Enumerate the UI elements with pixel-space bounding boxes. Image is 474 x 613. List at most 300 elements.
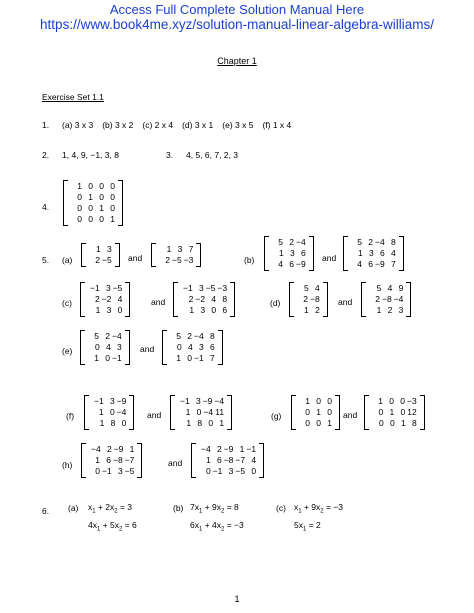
matrix-row bbox=[181, 305, 227, 316]
matrix-entry: 0 bbox=[327, 396, 332, 406]
q5g-augmented-matrix bbox=[364, 395, 425, 430]
matrix-entry: −1 bbox=[90, 283, 100, 293]
q5d-label: (d) bbox=[270, 298, 281, 308]
q5b-coefficient-matrix bbox=[264, 236, 314, 271]
matrix-entry: −1 bbox=[194, 353, 204, 363]
matrix-row bbox=[372, 418, 417, 429]
matrix-entry: 6 bbox=[300, 248, 306, 258]
matrix-row bbox=[159, 255, 193, 266]
matrix-entry: 1 bbox=[219, 418, 225, 428]
matrix-entry: 1 bbox=[376, 305, 382, 315]
matrix-entry: 3 bbox=[177, 244, 183, 254]
matrix-entry: 3 bbox=[289, 248, 295, 258]
matrix-entry: −9 bbox=[296, 259, 306, 269]
matrix-row bbox=[272, 259, 306, 270]
matrix-entry: −3 bbox=[183, 255, 194, 265]
matrix-row bbox=[92, 418, 126, 429]
matrix-entry: 8 bbox=[197, 418, 203, 428]
right-bracket bbox=[125, 330, 130, 365]
matrix-entry: 4 bbox=[390, 248, 396, 258]
matrix-entry: 4 bbox=[211, 294, 217, 304]
matrix-entry: −5 bbox=[124, 466, 135, 476]
matrix-entry: −4 bbox=[194, 331, 204, 341]
matrix-entry: 0 bbox=[117, 305, 123, 315]
matrix-row bbox=[170, 353, 215, 364]
matrix-entry: −4 bbox=[116, 407, 127, 417]
banner-link[interactable]: https://www.book4me.xyz/solution-manual-linear-algebra-williams/ bbox=[40, 17, 434, 32]
matrix-row bbox=[178, 396, 224, 407]
matrix-entry: 1 bbox=[185, 407, 191, 417]
matrix-row bbox=[88, 342, 122, 353]
matrix-entry: 4 bbox=[278, 259, 283, 269]
matrix-entry: 2 bbox=[375, 294, 380, 304]
matrix-row bbox=[351, 248, 396, 259]
matrix-entry: 3 bbox=[105, 283, 111, 293]
matrix-entry: 0 bbox=[378, 407, 384, 417]
matrix-entry: −9 bbox=[116, 396, 127, 406]
matrix-entry: 0 bbox=[77, 214, 82, 224]
q5g-and: and bbox=[343, 410, 358, 420]
matrix-entry: 0 bbox=[208, 418, 214, 428]
matrix-entry: 0 bbox=[316, 418, 321, 428]
right-bracket bbox=[129, 395, 134, 430]
matrix-entry: 2 bbox=[105, 331, 110, 341]
equation-line: $x_1 + 9x_2 = -3$ bbox=[294, 502, 343, 515]
matrix-entry: 3 bbox=[106, 305, 112, 315]
q1-part: (b) 3 x 2 bbox=[102, 120, 134, 130]
matrix-row bbox=[88, 305, 122, 316]
matrix-row bbox=[89, 444, 134, 455]
q5c-coefficient-matrix bbox=[80, 282, 130, 317]
matrix-entry: 3 bbox=[116, 342, 122, 352]
q5f-coefficient-matrix bbox=[84, 395, 134, 430]
right-bracket bbox=[335, 395, 340, 430]
matrix-entry: 2 bbox=[216, 444, 222, 454]
matrix-entry: 1 bbox=[95, 305, 101, 315]
q5d-and: and bbox=[338, 297, 353, 307]
matrix-entry: 4 bbox=[117, 294, 123, 304]
matrix-entry: 1 bbox=[99, 203, 104, 213]
matrix-entry: 6 bbox=[106, 455, 111, 465]
matrix-entry: −8 bbox=[113, 455, 123, 465]
matrix-entry: 2 bbox=[165, 255, 170, 265]
matrix-row bbox=[299, 396, 332, 407]
matrix-entry: 0 bbox=[389, 396, 394, 406]
right-bracket bbox=[323, 282, 328, 317]
matrix-entry: 0 bbox=[77, 203, 82, 213]
matrix-entry: 5 bbox=[376, 283, 382, 293]
matrix-entry: 1 bbox=[110, 214, 115, 224]
matrix-entry: 0 bbox=[95, 466, 100, 476]
matrix-entry: 6 bbox=[222, 305, 228, 315]
matrix-entry: −1 bbox=[183, 283, 193, 293]
matrix-row bbox=[170, 342, 215, 353]
q5d-augmented-matrix bbox=[361, 282, 411, 317]
matrix-entry: −4 bbox=[91, 444, 101, 454]
matrix-entry: 2 bbox=[94, 294, 100, 304]
matrix-entry: 2 bbox=[314, 305, 320, 315]
q5b-and: and bbox=[322, 253, 337, 263]
matrix-entry: −5 bbox=[205, 283, 216, 293]
matrix-entry: −7 bbox=[235, 455, 246, 465]
matrix-entry: −1 bbox=[94, 396, 104, 406]
matrix-row bbox=[372, 396, 417, 407]
q6-number: 6. bbox=[42, 506, 50, 516]
matrix-entry: −2 bbox=[101, 294, 112, 304]
matrix-entry: 6 bbox=[368, 259, 373, 269]
matrix-entry: 0 bbox=[400, 396, 405, 406]
matrix-entry: 0 bbox=[99, 181, 104, 191]
matrix-row bbox=[351, 237, 396, 248]
q1-part: (c) 2 x 4 bbox=[142, 120, 174, 130]
matrix-entry: 0 bbox=[110, 203, 115, 213]
q5f-augmented-matrix bbox=[170, 395, 232, 430]
matrix-row bbox=[351, 259, 396, 270]
matrix-entry: 1 bbox=[88, 192, 93, 202]
matrix-row bbox=[170, 331, 215, 342]
matrix-entry: 6 bbox=[379, 248, 385, 258]
matrix-entry: 0 bbox=[316, 396, 321, 406]
matrix-entry: −3 bbox=[407, 396, 417, 406]
exercise-set-heading: Exercise Set 1.1 bbox=[42, 92, 104, 102]
right-bracket bbox=[218, 330, 223, 365]
q3-number: 3. bbox=[166, 150, 174, 160]
matrix-entry: 1 bbox=[357, 248, 363, 258]
matrix-entry: 8 bbox=[222, 294, 228, 304]
q4-number: 4. bbox=[42, 202, 50, 212]
matrix-entry: 3 bbox=[195, 396, 201, 406]
matrix-row bbox=[92, 407, 126, 418]
matrix-row bbox=[369, 305, 403, 316]
matrix-row bbox=[89, 255, 112, 266]
matrix-row bbox=[71, 181, 115, 192]
matrix-entry: 4 bbox=[357, 259, 362, 269]
matrix-entry: −9 bbox=[113, 444, 124, 454]
matrix-entry: 12 bbox=[407, 407, 417, 417]
equation-line: $5x_1 = 2$ bbox=[294, 519, 321, 533]
matrix-entry: 1 bbox=[98, 407, 104, 417]
matrix-row bbox=[369, 294, 403, 305]
matrix-entry: 0 bbox=[110, 192, 115, 202]
matrix-entry: 5 bbox=[357, 237, 362, 247]
matrix-entry: −1 bbox=[102, 466, 112, 476]
matrix-entry: 4 bbox=[187, 342, 193, 352]
matrix-entry: 0 bbox=[327, 407, 332, 417]
matrix-row bbox=[369, 283, 403, 294]
q5e-and: and bbox=[140, 344, 155, 354]
matrix-entry: 1 bbox=[316, 407, 321, 417]
q6c-label: (c) bbox=[276, 503, 286, 513]
matrix-entry: 2 bbox=[95, 255, 100, 265]
matrix-row bbox=[88, 331, 122, 342]
matrix-row bbox=[92, 396, 126, 407]
matrix-entry: −3 bbox=[217, 283, 228, 293]
matrix-entry: 1 bbox=[189, 305, 195, 315]
matrix-entry: 6 bbox=[216, 455, 222, 465]
matrix-entry: 8 bbox=[110, 418, 116, 428]
matrix-entry: 3 bbox=[109, 396, 115, 406]
q6c-system bbox=[294, 501, 343, 536]
matrix-entry: −4 bbox=[112, 331, 122, 341]
matrix-entry: −7 bbox=[124, 455, 135, 465]
matrix-entry: 8 bbox=[209, 331, 215, 341]
matrix-row bbox=[297, 305, 320, 316]
matrix-entry: 5 bbox=[278, 237, 283, 247]
matrix-entry: 3 bbox=[198, 342, 204, 352]
q5e-coefficient-matrix bbox=[80, 330, 130, 365]
matrix-entry: 1 bbox=[94, 353, 99, 363]
matrix-entry: 7 bbox=[209, 353, 215, 363]
matrix-entry: −5 bbox=[102, 255, 112, 265]
matrix-entry: 0 bbox=[88, 181, 93, 191]
matrix-entry: 5 bbox=[176, 331, 181, 341]
matrix-entry: 0 bbox=[109, 407, 115, 417]
matrix-entry: 1 bbox=[303, 305, 309, 315]
matrix-row bbox=[299, 418, 332, 429]
matrix-row bbox=[89, 244, 112, 255]
q5h-augmented-matrix bbox=[191, 443, 264, 478]
matrix-row bbox=[181, 294, 227, 305]
matrix-entry: 4 bbox=[251, 455, 257, 465]
matrix-entry: −8 bbox=[382, 294, 392, 304]
right-bracket bbox=[259, 443, 264, 478]
right-bracket bbox=[115, 243, 120, 267]
matrix-entry: −9 bbox=[223, 444, 234, 454]
q5a-coefficient-matrix bbox=[81, 243, 120, 267]
matrix-row bbox=[178, 407, 224, 418]
q5b-label: (b) bbox=[244, 255, 255, 265]
matrix-entry: 0 bbox=[389, 418, 395, 428]
q5c-augmented-matrix bbox=[173, 282, 235, 317]
matrix-entry: 0 bbox=[196, 407, 202, 417]
q5d-coefficient-matrix bbox=[289, 282, 328, 317]
q5e-augmented-matrix bbox=[162, 330, 223, 365]
matrix-entry: −4 bbox=[214, 396, 225, 406]
q1-number: 1. bbox=[42, 120, 50, 130]
matrix-entry: 0 bbox=[205, 466, 211, 476]
q3-answer: 4, 5, 6, 7, 2, 3 bbox=[186, 150, 238, 160]
matrix-entry: 0 bbox=[176, 342, 182, 352]
matrix-entry: 3 bbox=[198, 283, 204, 293]
q5b-augmented-matrix bbox=[343, 236, 404, 271]
matrix-entry: −9 bbox=[375, 259, 385, 269]
matrix-entry: 2 bbox=[187, 331, 192, 341]
matrix-entry: 0 bbox=[99, 192, 104, 202]
matrix-entry: 1 bbox=[95, 455, 100, 465]
q5c-and: and bbox=[151, 297, 166, 307]
matrix-row bbox=[88, 283, 122, 294]
matrix-entry: 1 bbox=[378, 396, 383, 406]
matrix-entry: 0 bbox=[378, 418, 384, 428]
q6b-label: (b) bbox=[173, 503, 184, 513]
matrix-entry: 7 bbox=[188, 244, 194, 254]
matrix-entry: 9 bbox=[398, 283, 404, 293]
q4-identity-matrix bbox=[63, 180, 123, 226]
right-bracket bbox=[137, 443, 142, 478]
matrix-entry: 1 bbox=[99, 418, 105, 428]
matrix-entry: 1 bbox=[186, 418, 192, 428]
matrix-entry: 0 bbox=[187, 353, 192, 363]
matrix-entry: 3 bbox=[398, 305, 404, 315]
matrix-row bbox=[199, 455, 256, 466]
q2-answer: 1, 4, 9, −1, 3, 8 bbox=[62, 150, 119, 160]
matrix-row bbox=[299, 407, 332, 418]
matrix-row bbox=[272, 248, 306, 259]
matrix-entry: 2 bbox=[387, 305, 393, 315]
matrix-entry: 6 bbox=[289, 259, 294, 269]
matrix-row bbox=[89, 455, 134, 466]
matrix-entry: 3 bbox=[117, 466, 123, 476]
matrix-row bbox=[159, 244, 193, 255]
matrix-entry: 5 bbox=[303, 283, 309, 293]
matrix-entry: 1 bbox=[205, 455, 211, 465]
matrix-entry: 0 bbox=[94, 342, 100, 352]
matrix-entry: 1 bbox=[278, 248, 284, 258]
matrix-row bbox=[372, 407, 417, 418]
matrix-entry: −1 bbox=[212, 466, 223, 476]
matrix-row bbox=[88, 294, 122, 305]
matrix-entry: −8 bbox=[310, 294, 320, 304]
q5c-label: (c) bbox=[62, 298, 72, 308]
matrix-entry: −5 bbox=[172, 255, 182, 265]
matrix-entry: 6 bbox=[209, 342, 215, 352]
matrix-entry: 0 bbox=[88, 203, 93, 213]
matrix-entry: −4 bbox=[203, 407, 214, 417]
matrix-entry: 1 bbox=[327, 418, 332, 428]
q5f-and: and bbox=[147, 410, 162, 420]
matrix-entry: 0 bbox=[110, 181, 115, 191]
equation-line: $4x_1 + 5x_2 = 6$ bbox=[88, 519, 137, 533]
chapter-heading: Chapter 1 bbox=[217, 56, 257, 66]
matrix-entry: 0 bbox=[400, 407, 406, 417]
q6a-label: (a) bbox=[68, 503, 79, 513]
q6b-system bbox=[190, 501, 244, 536]
matrix-entry: −4 bbox=[201, 444, 211, 454]
matrix-entry: 0 bbox=[305, 407, 310, 417]
q5e-label: (e) bbox=[62, 346, 73, 356]
matrix-row bbox=[178, 418, 224, 429]
matrix-row bbox=[71, 192, 115, 203]
q5a-label: (a) bbox=[62, 255, 73, 265]
q1-answers bbox=[62, 120, 300, 130]
right-bracket bbox=[227, 395, 232, 430]
right-bracket bbox=[196, 243, 201, 267]
matrix-entry: −4 bbox=[375, 237, 385, 247]
matrix-entry: −4 bbox=[296, 237, 306, 247]
right-bracket bbox=[406, 282, 411, 317]
matrix-entry: 11 bbox=[215, 407, 225, 417]
q5g-coefficient-matrix bbox=[291, 395, 340, 430]
matrix-entry: 1 bbox=[166, 244, 172, 254]
matrix-entry: −1 bbox=[112, 353, 122, 363]
matrix-entry: −5 bbox=[112, 283, 123, 293]
matrix-entry: 4 bbox=[314, 283, 320, 293]
q5a-augmented-matrix bbox=[151, 243, 201, 267]
matrix-entry: 2 bbox=[289, 237, 294, 247]
right-bracket bbox=[420, 395, 425, 430]
matrix-entry: −2 bbox=[195, 294, 206, 304]
page-number: 1 bbox=[234, 594, 240, 604]
matrix-entry: 0 bbox=[88, 214, 93, 224]
q1-part: (d) 3 x 1 bbox=[182, 120, 214, 130]
matrix-entry: 3 bbox=[368, 248, 374, 258]
q5g-label: (g) bbox=[271, 411, 282, 421]
q5f-label: (f) bbox=[66, 411, 75, 421]
matrix-entry: 1 bbox=[239, 444, 245, 454]
matrix-entry: 3 bbox=[200, 305, 206, 315]
q5-number: 5. bbox=[42, 255, 50, 265]
matrix-entry: 0 bbox=[105, 353, 110, 363]
banner-title[interactable]: Access Full Complete Solution Manual Here bbox=[109, 2, 365, 17]
equation-line: $6x_1 + 4x_2 = -3$ bbox=[190, 519, 244, 533]
matrix-row bbox=[89, 466, 134, 477]
matrix-entry: 3 bbox=[106, 244, 112, 254]
matrix-entry: 4 bbox=[387, 283, 393, 293]
matrix-entry: 0 bbox=[251, 466, 257, 476]
equation-line: $7x_1 + 9x_2 = 8$ bbox=[190, 502, 239, 515]
matrix-row bbox=[272, 237, 306, 248]
q1-part: (a) 3 x 3 bbox=[62, 120, 94, 130]
matrix-entry: −1 bbox=[246, 444, 257, 454]
matrix-entry: 0 bbox=[99, 214, 104, 224]
matrix-entry: 3 bbox=[228, 466, 234, 476]
matrix-entry: 0 bbox=[211, 305, 217, 315]
matrix-entry: 4 bbox=[105, 342, 111, 352]
matrix-entry: 0 bbox=[121, 418, 127, 428]
matrix-entry: −8 bbox=[223, 455, 234, 465]
matrix-row bbox=[199, 444, 256, 455]
matrix-entry: 7 bbox=[390, 259, 396, 269]
matrix-entry: −5 bbox=[235, 466, 246, 476]
matrix-entry: 2 bbox=[303, 294, 308, 304]
matrix-entry: 0 bbox=[305, 418, 310, 428]
matrix-entry: −9 bbox=[202, 396, 213, 406]
matrix-entry: 2 bbox=[106, 444, 112, 454]
right-bracket bbox=[399, 236, 404, 271]
matrix-entry: −4 bbox=[393, 294, 404, 304]
matrix-entry: −1 bbox=[180, 396, 190, 406]
matrix-row bbox=[199, 466, 256, 477]
matrix-row bbox=[88, 353, 122, 364]
q5h-coefficient-matrix bbox=[81, 443, 142, 478]
matrix-entry: 1 bbox=[400, 418, 406, 428]
matrix-entry: 2 bbox=[368, 237, 373, 247]
q1-part: (e) 3 x 5 bbox=[222, 120, 254, 130]
right-bracket bbox=[309, 236, 314, 271]
q2-number: 2. bbox=[42, 150, 50, 160]
right-bracket bbox=[125, 282, 130, 317]
matrix-entry: 2 bbox=[188, 294, 194, 304]
matrix-entry: 8 bbox=[411, 418, 417, 428]
matrix-entry: 1 bbox=[77, 181, 82, 191]
equation-line: $x_1 + 2x_2 = 3$ bbox=[88, 502, 133, 515]
matrix-entry: 0 bbox=[77, 192, 82, 202]
right-bracket bbox=[118, 180, 123, 226]
matrix-row bbox=[297, 294, 320, 305]
right-bracket bbox=[230, 282, 235, 317]
matrix-entry: 1 bbox=[129, 444, 135, 454]
matrix-entry: 5 bbox=[94, 331, 99, 341]
matrix-entry: 1 bbox=[305, 396, 310, 406]
q1-part: (f) 1 x 4 bbox=[262, 120, 292, 130]
matrix-row bbox=[71, 203, 115, 214]
q5h-label: (h) bbox=[62, 460, 73, 470]
matrix-entry: 8 bbox=[390, 237, 396, 247]
matrix-entry: 1 bbox=[389, 407, 395, 417]
matrix-row bbox=[181, 283, 227, 294]
q5h-and: and bbox=[168, 458, 183, 468]
matrix-row bbox=[71, 214, 115, 225]
